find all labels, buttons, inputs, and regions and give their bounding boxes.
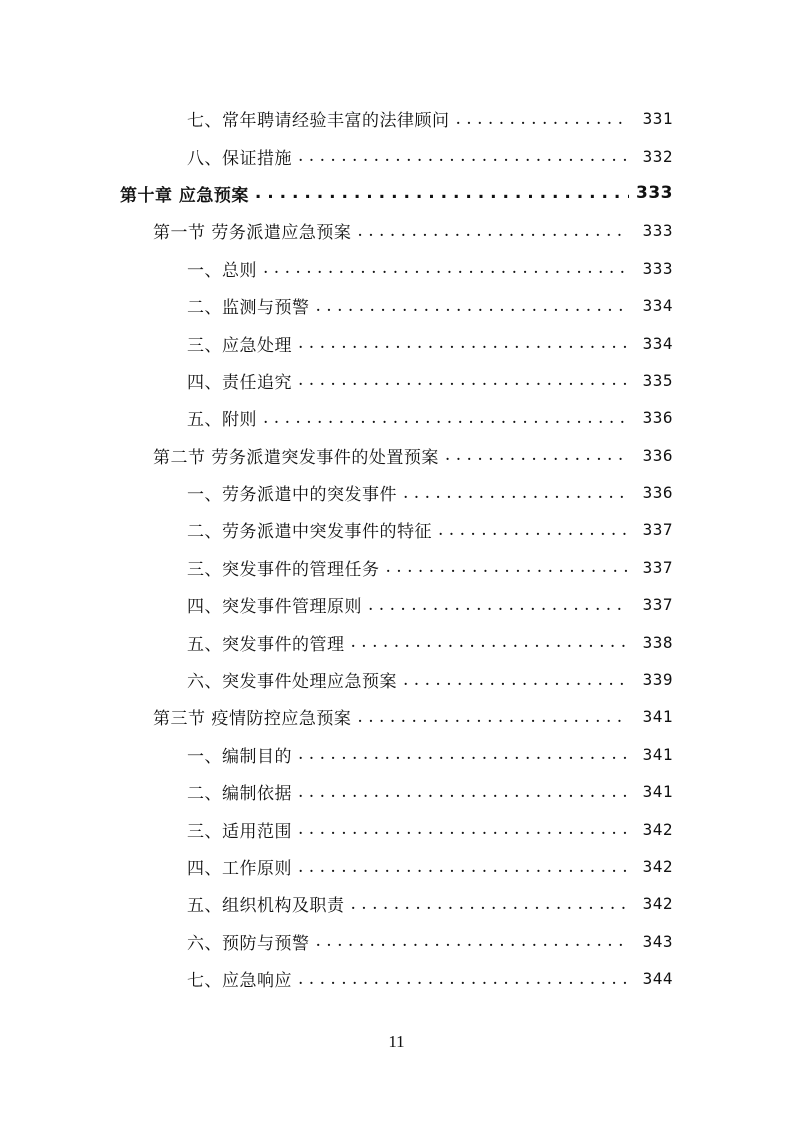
toc-entry-page: 333: [642, 221, 673, 241]
toc-entry[interactable]: [0, 100, 793, 137]
toc-entry-title: 三、适用范围: [187, 821, 292, 842]
toc-entry-page: 332: [642, 146, 673, 166]
dot-leader: [456, 109, 630, 129]
toc-entry-title: 第一节 劳务派遣应急预案: [153, 223, 352, 244]
dot-leader: [298, 744, 629, 764]
toc-entry-page: 341: [642, 744, 673, 764]
dot-leader: [351, 894, 630, 914]
toc-entry-title: 二、编制依据: [187, 784, 292, 805]
toc-section-entry[interactable]: [0, 437, 793, 474]
page-number: 11: [388, 1032, 405, 1051]
toc-entry-page: 337: [642, 595, 673, 615]
dot-leader: [445, 445, 629, 465]
dot-leader: [298, 146, 629, 166]
toc-entry-title: 第三节 疫情防控应急预案: [153, 709, 352, 730]
dot-leader: [357, 707, 629, 727]
toc-entry[interactable]: [0, 324, 793, 361]
toc-entry[interactable]: [0, 549, 793, 586]
dot-leader: [298, 969, 629, 989]
toc-entry-title: 六、预防与预警: [187, 933, 310, 954]
toc-entry[interactable]: [0, 362, 793, 399]
toc-entry[interactable]: [0, 661, 793, 698]
toc-entry-page: 342: [642, 819, 673, 839]
toc-entry-page: 338: [642, 632, 673, 652]
dot-leader: [438, 520, 629, 540]
dot-leader: [351, 632, 630, 652]
toc-entry-page: 341: [642, 782, 673, 802]
dot-leader: [403, 670, 629, 690]
dot-leader: [255, 183, 629, 203]
dot-leader: [357, 221, 629, 241]
toc-entry-title: 三、突发事件的管理任务: [187, 559, 380, 580]
toc-entry-page: 339: [642, 670, 673, 690]
toc-entry[interactable]: [0, 885, 793, 922]
toc-entry[interactable]: [0, 773, 793, 810]
toc-entry[interactable]: [0, 810, 793, 847]
dot-leader: [263, 408, 629, 428]
toc-entry-page: 337: [642, 520, 673, 540]
toc-chapter-entry[interactable]: [0, 175, 793, 212]
toc-entry-page: 342: [642, 894, 673, 914]
toc-entry[interactable]: [0, 287, 793, 324]
toc-entry-title: 一、编制目的: [187, 746, 292, 767]
toc-entry[interactable]: [0, 511, 793, 548]
toc-entry[interactable]: [0, 848, 793, 885]
dot-leader: [403, 483, 629, 503]
toc-entry-title: 第十章 应急预案: [120, 185, 249, 206]
toc-entry-title: 五、附则: [187, 410, 257, 431]
toc-entry-title: 一、总则: [187, 260, 257, 281]
dot-leader: [316, 296, 630, 316]
toc-entry-title: 七、常年聘请经验丰富的法律顾问: [187, 111, 450, 132]
toc-entry-title: 四、工作原则: [187, 859, 292, 879]
toc-entry-page: 344: [642, 969, 673, 989]
toc-entry[interactable]: [0, 399, 793, 436]
toc-entry-title: 一、劳务派遣中的突发事件: [187, 485, 397, 506]
dot-leader: [298, 819, 629, 839]
toc-entry-page: 331: [642, 109, 673, 129]
toc-entry-title: 五、组织机构及职责: [187, 896, 345, 917]
toc-entry-title: 六、突发事件处理应急预案: [187, 672, 397, 693]
toc-entry-page: 343: [642, 931, 673, 951]
toc-entry-page: 336: [642, 408, 673, 428]
toc-entry-title: 二、劳务派遣中突发事件的特征: [187, 522, 432, 543]
toc-entry[interactable]: [0, 736, 793, 773]
toc-entry[interactable]: [0, 623, 793, 660]
dot-leader: [298, 857, 629, 877]
toc-entry[interactable]: [0, 960, 793, 997]
toc-section-entry[interactable]: [0, 212, 793, 249]
dot-leader: [298, 333, 629, 353]
toc-entry-page: 336: [642, 445, 673, 465]
toc-entry-title: 三、应急处理: [187, 335, 292, 356]
toc-entry-title: 四、责任追究: [187, 372, 292, 393]
dot-leader: [386, 557, 630, 577]
toc-entry-title: 二、监测与预警: [187, 298, 310, 319]
dot-leader: [316, 931, 630, 951]
toc-entry-page: 334: [642, 296, 673, 316]
toc-entry-page: 341: [642, 707, 673, 727]
toc-entry[interactable]: [0, 923, 793, 960]
toc-entry[interactable]: [0, 250, 793, 287]
toc-entry-page: 333: [636, 183, 673, 204]
toc-entry[interactable]: [0, 137, 793, 174]
toc-entry-page: 335: [642, 370, 673, 390]
toc-entry-title: 八、保证措施: [187, 148, 292, 169]
toc-entry-page: 342: [642, 857, 673, 876]
toc-entry-page: 333: [642, 258, 673, 278]
dot-leader: [263, 258, 629, 278]
toc-entry[interactable]: [0, 474, 793, 511]
table-of-contents: [0, 100, 793, 997]
toc-entry-title: 五、突发事件的管理: [187, 634, 345, 655]
toc-section-entry[interactable]: [0, 698, 793, 735]
dot-leader: [368, 595, 629, 615]
toc-entry[interactable]: [0, 586, 793, 623]
toc-entry-page: 336: [642, 483, 673, 503]
toc-entry-page: 337: [642, 557, 673, 577]
dot-leader: [298, 782, 629, 802]
toc-entry-page: 334: [642, 333, 673, 353]
toc-entry-title: 七、应急响应: [187, 971, 292, 992]
toc-entry-title: 第二节 劳务派遣突发事件的处置预案: [153, 447, 439, 468]
toc-entry-title: 四、突发事件管理原则: [187, 597, 362, 618]
dot-leader: [298, 370, 629, 390]
